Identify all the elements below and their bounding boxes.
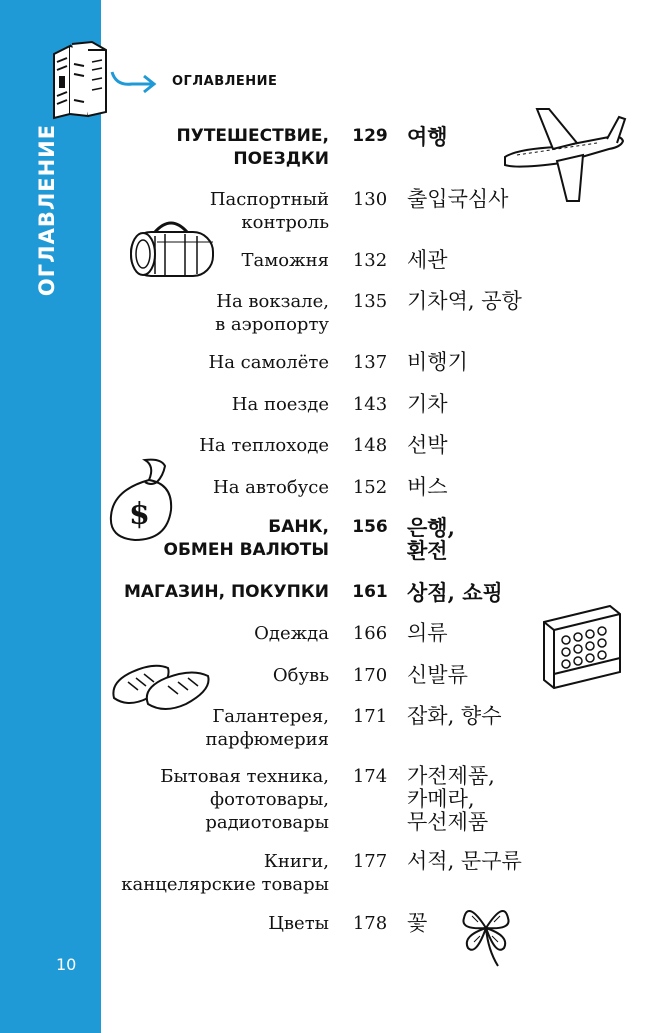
- toc-title-ru: На поезде: [231, 394, 329, 415]
- toc-title-ru: Одежда: [254, 623, 329, 644]
- toc-page-number: 135: [352, 291, 388, 312]
- toc-title-ko: 상점, 쇼핑: [407, 580, 503, 605]
- toc-title-ko: 기차: [407, 392, 448, 416]
- toc-title-ru: Книги, канцелярские товары: [121, 851, 329, 895]
- toc-page-number: 174: [352, 766, 388, 787]
- toc-title-ru: МАГАЗИН, ПОКУПКИ: [123, 582, 329, 602]
- toc-page-number: 177: [352, 851, 388, 872]
- money-bag-icon: [105, 456, 185, 548]
- toc-page-number: 132: [352, 250, 388, 271]
- toc-page-number: 148: [352, 435, 388, 456]
- shoes-icon: [108, 642, 216, 716]
- toc-title-ru: Галантерея, парфюмерия: [205, 706, 329, 750]
- toc-title-ru: На теплоходе: [199, 435, 329, 456]
- toc-page-number: 143: [352, 394, 388, 415]
- svg-text:$: $: [129, 497, 150, 532]
- airplane-icon: [497, 103, 627, 213]
- toc-title-ko: 서적, 문구류: [407, 849, 522, 873]
- toc-title-ko: 잡화, 향수: [407, 704, 502, 728]
- toc-title-ru: Паспортный контроль: [209, 189, 329, 233]
- cash-register-icon: [540, 602, 624, 698]
- toc-title-ko: 기차역, 공항: [407, 289, 522, 313]
- toc-page-number: 130: [352, 189, 388, 210]
- toc-title-ru: На самолёте: [208, 352, 329, 373]
- toc-title-ko: 버스: [407, 475, 448, 499]
- toc-title-ko: 가전제품, 카메라, 무선제품: [407, 764, 495, 834]
- toc-page-number: 170: [352, 665, 388, 686]
- clover-icon: [458, 900, 514, 974]
- toc-title-ko: 비행기: [407, 350, 468, 374]
- toc-title-ru: ПУТЕШЕСТВИЕ, ПОЕЗДКИ: [176, 126, 329, 169]
- duffel-bag-icon: [125, 212, 217, 286]
- toc-title-ko: 의류: [407, 621, 448, 645]
- toc-title-ko: 신발류: [407, 663, 468, 687]
- toc-page-number: 166: [352, 623, 388, 644]
- toc-title-ru: Таможня: [241, 250, 329, 271]
- arrow-icon: [110, 70, 158, 102]
- toc-title-ru: Обувь: [272, 665, 329, 686]
- toc-page-number: 152: [352, 477, 388, 498]
- toc-page-number: 137: [352, 352, 388, 373]
- sidebar: [0, 0, 101, 1033]
- toc-title-ru: Бытовая техника, фототовары, радиотовары: [160, 766, 329, 833]
- toc-title-ko: 세관: [407, 248, 448, 272]
- toc-title-ko: 출입국심사: [407, 187, 509, 211]
- toc-page-number: 178: [352, 913, 388, 934]
- toc-title-ru: Цветы: [268, 913, 329, 934]
- toc-title-ru: БАНК, ОБМЕН ВАЛЮТЫ: [163, 517, 329, 560]
- toc-title-ko: 선박: [407, 433, 448, 457]
- toc-title-ru: На автобусе: [213, 477, 329, 498]
- toc-title-ko: 꽃: [407, 911, 428, 935]
- toc-header: ОГЛАВЛЕНИЕ: [172, 74, 278, 89]
- toc-title-ru: На вокзале, в аэропорту: [215, 291, 329, 335]
- toc-title-ko: 은행, 환전: [407, 515, 455, 563]
- page-number: 10: [56, 955, 77, 974]
- toc-page-number: 171: [352, 706, 388, 727]
- toc-page-number: 129: [352, 126, 388, 146]
- sidebar-title-text: ОГЛАВЛЕНИЕ: [35, 123, 59, 297]
- toc-page-number: 156: [352, 517, 388, 537]
- books-icon: [48, 40, 110, 124]
- toc-title-ko: 여행: [407, 124, 448, 149]
- toc-page-number: 161: [352, 582, 388, 602]
